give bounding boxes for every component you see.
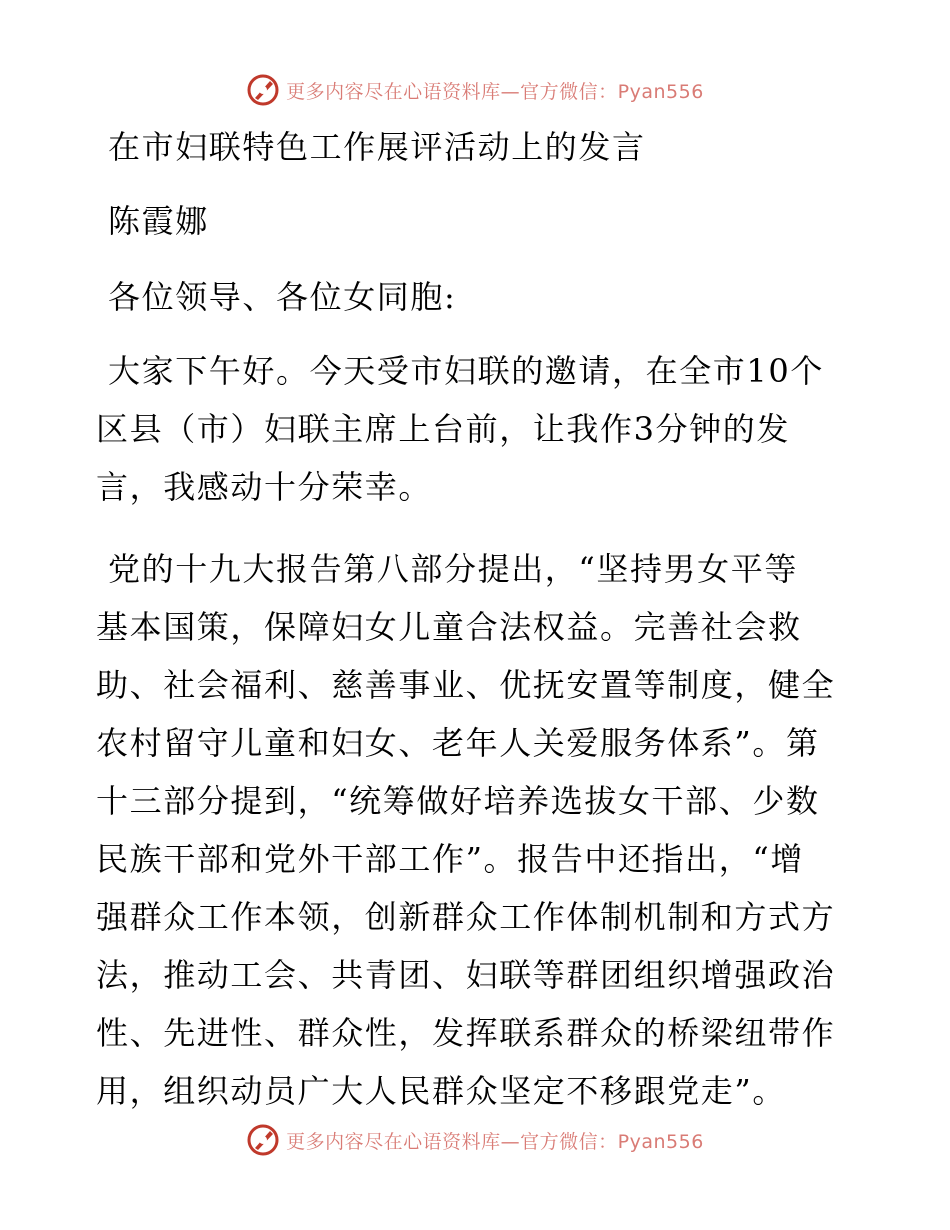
footer-banner [0,1120,950,1160]
banner-text: 更多内容尽在心语资料库—官方微信：Pyan556 [286,80,704,103]
paragraph-1 [96,342,856,516]
paragraph-line: 言，我感动十分荣幸。 [96,468,433,506]
paragraph-line: 党的十九大报告第八部分提出，“坚持男女平等 [108,550,798,588]
paragraph-line: 基本国策，保障妇女儿童合法权益。完善社会救 [96,608,802,646]
pen-seal-icon [246,1123,280,1157]
document-author: 陈霞娜 [108,202,209,240]
document-greeting: 各位领导、各位女同胞: [108,278,457,316]
paragraph-2 [96,540,856,1120]
paragraph-line: 法，推动工会、共青团、妇联等群团组织增强政治 [96,956,836,994]
banner-text: 更多内容尽在心语资料库—官方微信：Pyan556 [286,1130,704,1153]
document-title: 在市妇联特色工作展评活动上的发言 [108,128,646,166]
pen-seal-icon [246,73,280,107]
paragraph-line: 助、社会福利、慈善事业、优抚安置等制度，健全 [96,666,836,704]
paragraph-line: 性、先进性、群众性，发挥联系群众的桥梁纽带作 [96,1014,836,1052]
paragraph-line: 用，组织动员广大人民群众坚定不移跟党走”。 [96,1072,786,1110]
paragraph-line: 农村留守儿童和妇女、老年人关爱服务体系”。第 [96,724,820,762]
paragraph-line: 民族干部和党外干部工作”。报告中还指出，“增 [96,840,804,878]
paragraph-line: 区县（市）妇联主席上台前，让我作3分钟的发 [96,410,790,448]
header-banner [0,70,950,110]
paragraph-line: 大家下午好。今天受市妇联的邀请，在全市10个 [108,352,824,390]
document-body [96,112,856,1120]
paragraph-line: 强群众工作本领，创新群众工作体制机制和方式方 [96,898,836,936]
paragraph-line: 十三部分提到，“统筹做好培养选拔女干部、少数 [96,782,820,820]
